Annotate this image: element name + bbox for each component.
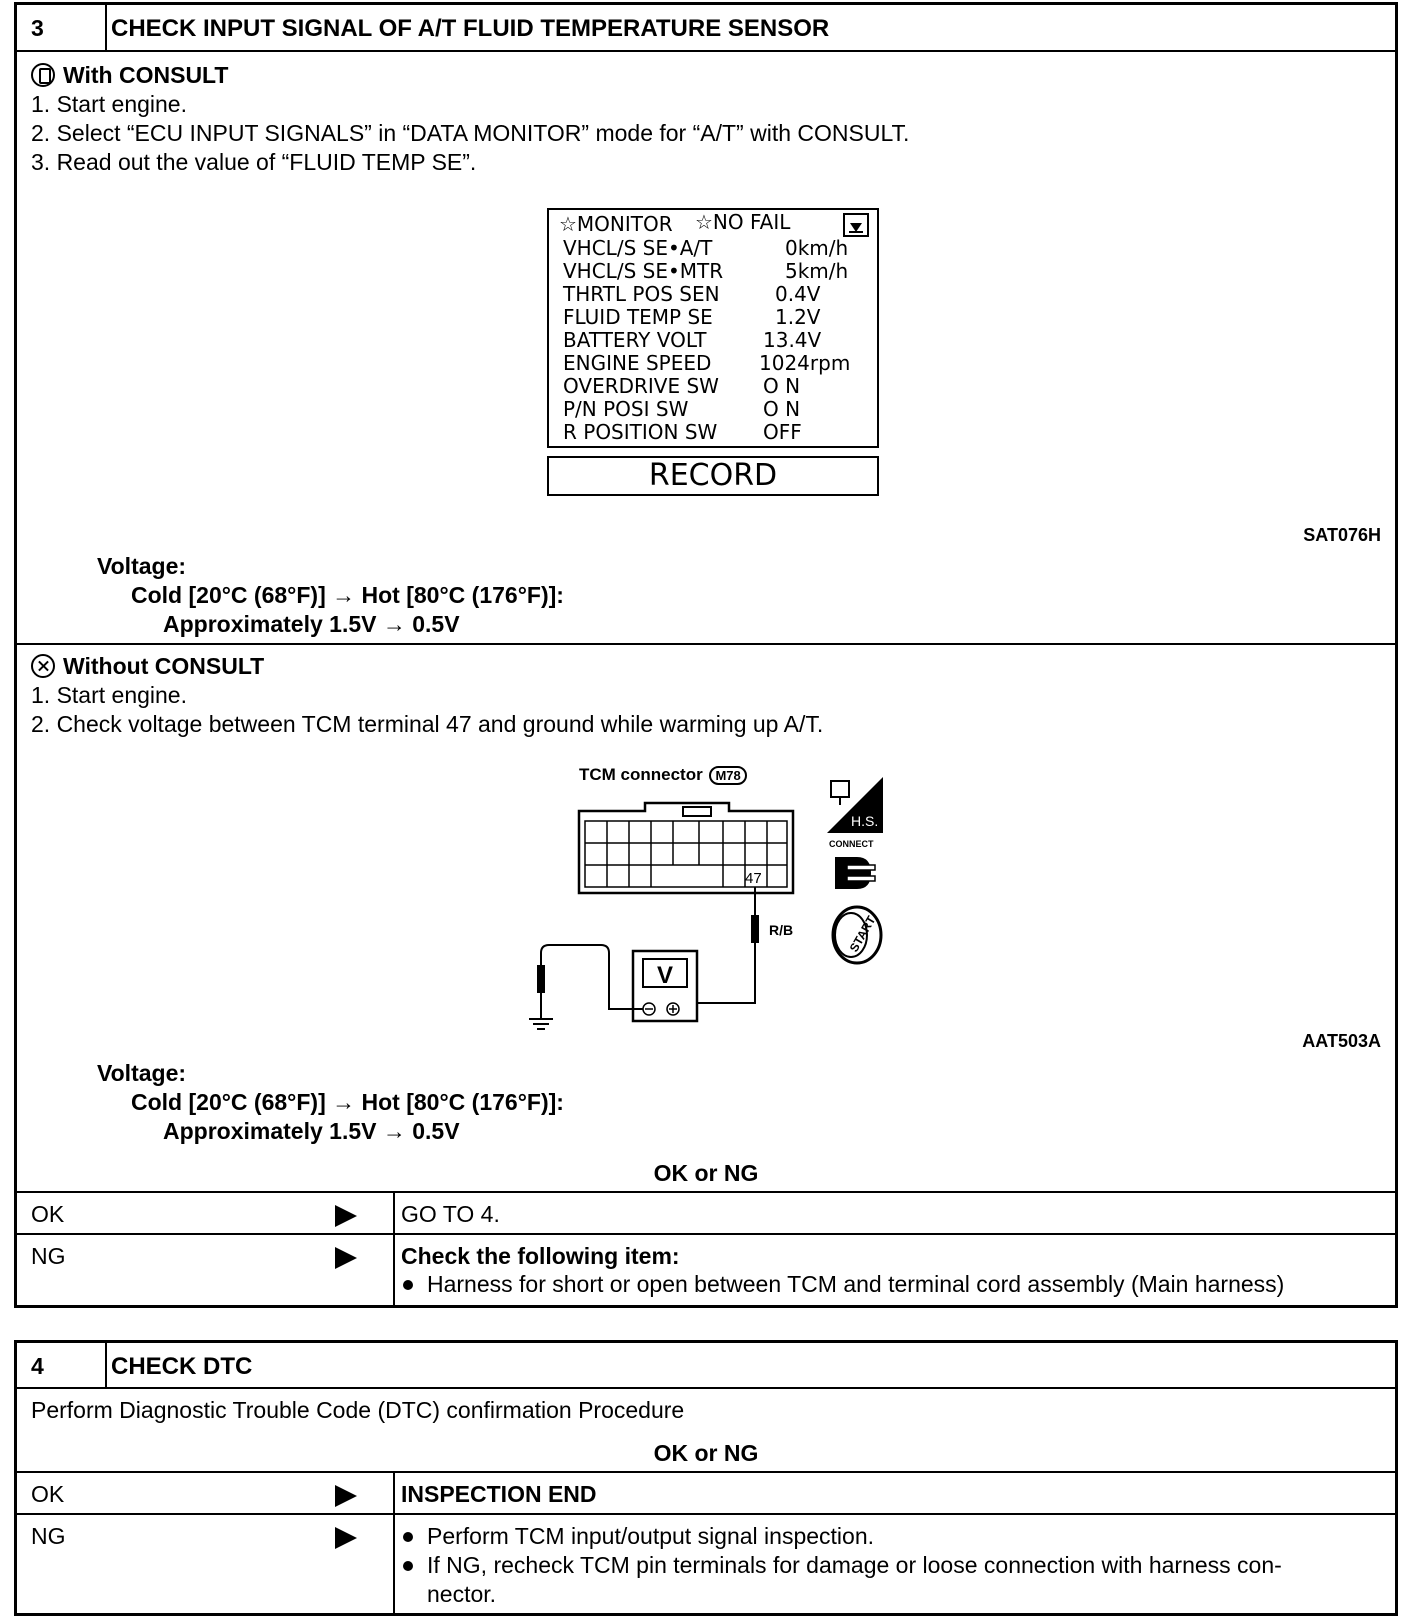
- ng-item: If NG, recheck TCM pin terminals for damage or loose connection with harness con-: [427, 1552, 1282, 1578]
- monitor-row: THRTL POS SEN 0.4V: [563, 282, 821, 306]
- voltage-label: Voltage:: [97, 553, 187, 579]
- header-rule: [17, 1387, 1395, 1389]
- monitor-row: VHCL/S SE•A/T 0km/h: [563, 236, 849, 260]
- ng-label: NG: [31, 1523, 66, 1549]
- voltmeter-symbol: V: [656, 962, 674, 989]
- ok-label: OK: [31, 1481, 65, 1507]
- ok-result: GO TO 4.: [401, 1201, 500, 1227]
- step-number: 3: [31, 15, 44, 41]
- monitor-row: R POSITION SW OFF: [563, 420, 802, 444]
- step4-table: [14, 1340, 1398, 1616]
- figure-code: SAT076H: [1303, 525, 1381, 545]
- connect-icon: [831, 851, 879, 895]
- ng-item: Harness for short or open between TCM and terminal cord assembly (Main harness): [427, 1271, 1285, 1297]
- ok-result: INSPECTION END: [401, 1481, 597, 1507]
- ng-arrow-icon: [335, 1247, 357, 1269]
- monitor-header-left: ☆MONITOR: [559, 212, 673, 236]
- ng-label: NG: [31, 1243, 66, 1269]
- voltage-spec-value: Approximately 1.5V → 0.5V: [163, 611, 460, 637]
- scroll-down-icon[interactable]: [843, 213, 869, 237]
- with-step-1: 1. Start engine.: [31, 91, 187, 117]
- wire-color-label: R/B: [769, 922, 794, 938]
- step-title: CHECK INPUT SIGNAL OF A/T FLUID TEMPERATURE SENSOR: [111, 15, 830, 42]
- record-button[interactable]: RECORD: [547, 456, 879, 496]
- instruction-text: Perform Diagnostic Trouble Code (DTC) confirmation Procedure: [31, 1397, 685, 1423]
- connector-label: TCM connector M78: [579, 765, 747, 785]
- without-consult-heading: Without CONSULT: [31, 653, 264, 680]
- with-step-2: 2. Select “ECU INPUT SIGNALS” in “DATA MONITOR” mode for “A/T” with CONSULT.: [31, 120, 910, 146]
- voltage-label: Voltage:: [97, 1060, 187, 1086]
- connector-code: M78: [709, 766, 746, 785]
- bullet-icon: [403, 1561, 413, 1571]
- ok-arrow-icon: [335, 1485, 357, 1507]
- with-consult-heading: With CONSULT: [31, 62, 228, 89]
- monitor-header-right: ☆NO FAIL: [695, 210, 791, 234]
- probe-negative: [537, 965, 545, 993]
- section-rule: [17, 643, 1395, 645]
- start-key-icon: START: [829, 905, 885, 965]
- figure-code: AAT503A: [1302, 1031, 1381, 1051]
- monitor-row: VHCL/S SE•MTR 5km/h: [563, 259, 849, 283]
- result-rule: [17, 1471, 1395, 1473]
- step3-table: [14, 2, 1398, 1308]
- result-rule: [17, 1513, 1395, 1515]
- monitor-row: FLUID TEMP SE 1.2V: [563, 305, 821, 329]
- ok-label: OK: [31, 1201, 65, 1227]
- monitor-row: ENGINE SPEED 1024rpm: [563, 351, 851, 375]
- ng-item: Perform TCM input/output signal inspection.: [427, 1523, 875, 1549]
- ok-or-ng-heading: OK or NG: [653, 1440, 759, 1466]
- ng-item-continued: nector.: [427, 1581, 497, 1607]
- ground-symbol: [529, 1019, 553, 1029]
- ng-title: Check the following item:: [401, 1243, 680, 1269]
- voltage-spec-value: Approximately 1.5V → 0.5V: [163, 1118, 460, 1144]
- header-rule: [17, 50, 1395, 52]
- hs-icon: H.S.: [827, 777, 883, 833]
- ok-or-ng-heading: OK or NG: [653, 1160, 759, 1186]
- consult-monitor-screen: [547, 208, 879, 448]
- step-title: CHECK DTC: [111, 1353, 253, 1380]
- consult-icon: [31, 63, 55, 87]
- voltage-spec-temp: Cold [20°C (68°F)] → Hot [80°C (176°F)]:: [131, 1089, 564, 1115]
- header-divider: [105, 5, 107, 50]
- header-divider: [105, 1343, 107, 1387]
- monitor-row: BATTERY VOLT 13.4V: [563, 328, 822, 352]
- without-step-2: 2. Check voltage between TCM terminal 47 and ground while warming up A/T.: [31, 711, 824, 737]
- terminal-47-label: 47: [745, 870, 762, 887]
- without-step-1: 1. Start engine.: [31, 682, 187, 708]
- connect-icon-label: CONNECT: [829, 839, 874, 849]
- result-divider: [393, 1191, 395, 1305]
- voltage-spec-temp: Cold [20°C (68°F)] → Hot [80°C (176°F)]:: [131, 582, 564, 608]
- step-number: 4: [31, 1353, 44, 1379]
- ok-arrow-icon: [335, 1205, 357, 1227]
- ng-arrow-icon: [335, 1527, 357, 1549]
- probe-positive: [751, 915, 759, 943]
- no-consult-icon: [31, 654, 55, 678]
- with-step-3: 3. Read out the value of “FLUID TEMP SE”.: [31, 149, 477, 175]
- bullet-icon: [403, 1532, 413, 1542]
- result-rule: [17, 1191, 1395, 1193]
- monitor-row: OVERDRIVE SW O N: [563, 374, 801, 398]
- result-rule: [17, 1233, 1395, 1235]
- result-divider: [393, 1471, 395, 1613]
- monitor-row: P/N POSI SW O N: [563, 397, 801, 421]
- bullet-icon: [403, 1280, 413, 1290]
